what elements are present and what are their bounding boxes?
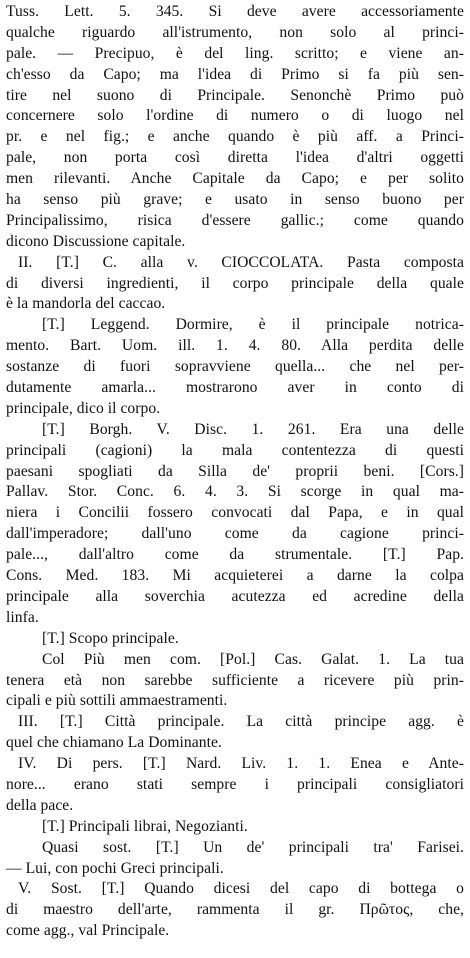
- text-line: di diversi ingredienti, il corpo principale della quale: [6, 274, 464, 292]
- text-line: niera i Concilii fossero convocati dal Papa, e in qual: [6, 504, 464, 522]
- text-line: principale, dico il corpo.: [6, 399, 161, 417]
- text-line: pr. e nel fig.; e anche quando è più aff. a Princi-: [6, 128, 464, 146]
- dictionary-entry-column: [6, 2, 464, 942]
- text-line: paesani spogliati da Silla de' proprii beni. [Cors.]: [6, 462, 464, 480]
- text-line: dall'imperadore; dall'uno come da cagione princi-: [6, 525, 464, 543]
- text-line: tire nel suono di Principale. Senonchè Primo può: [6, 86, 464, 104]
- text-line: — Lui, con pochi Greci principali.: [6, 859, 224, 877]
- text-line: [T.] Scopo principale.: [42, 629, 179, 647]
- text-line: come agg., val Principale.: [6, 922, 170, 940]
- sense-heading-ii: II. [T.] C. alla v. CIOCCOLATA. Pasta composta: [18, 253, 464, 271]
- text-line: dicono Discussione capitale.: [6, 232, 186, 250]
- text-line: della pace.: [6, 796, 74, 814]
- text-line: nore... erano stati sempre i principali consigliatori: [6, 775, 464, 793]
- text-line: Quasi sost. [T.] Un de' principali tra' Farisei.: [42, 838, 464, 856]
- text-line: pale, non porta così diretta l'idea d'altri oggetti: [6, 149, 464, 167]
- text-line: sostanze di fuori sopravviene quella... che nel per-: [6, 358, 464, 376]
- text-line: men rilevanti. Anche Capitale da Capo; e per solito: [6, 170, 464, 188]
- sense-heading-v: V. Sost. [T.] Quando dicesi del capo di bottega o: [18, 880, 464, 898]
- sense-heading-iii: III. [T.] Città principale. La città principe agg. è: [18, 713, 464, 731]
- text-line: principale alla soverchia acutezza ed acredine della: [6, 587, 464, 605]
- text-line: cipali e più sottili ammaestramenti.: [6, 692, 228, 710]
- text-line: mento. Bart. Uom. ill. 1. 4. 80. Alla perdita delle: [6, 337, 464, 355]
- text-line: [T.] Leggend. Dormire, è il principale notrica-: [42, 316, 464, 334]
- text-line: [T.] Borgh. V. Disc. 1. 261. Era una delle: [42, 420, 464, 438]
- text-line: pale. — Precipuo, è del ling. scritto; e viene an-: [6, 44, 464, 62]
- text-line: Pallav. Stor. Conc. 6. 4. 3. Si scorge in qual ma-: [6, 483, 464, 501]
- text-line: tenera età non sarebbe sufficiente a ricevere più prin-: [6, 671, 464, 689]
- text-line: qualche riguardo all'istrumento, non solo al princi-: [6, 23, 464, 41]
- text-line: dutamente amarla... mostrarono aver in conto di: [6, 379, 464, 397]
- text-line: [T.] Principali librai, Negozianti.: [42, 817, 248, 835]
- text-line: di maestro dell'arte, rammenta il gr. Πρῶτος, che,: [6, 901, 464, 919]
- text-line: principali (cagioni) la mala contentezza di questi: [6, 441, 464, 459]
- text-line: pale..., dall'altro come da strumentale. [T.] Pap.: [6, 546, 464, 564]
- sense-heading-iv: IV. Di pers. [T.] Nard. Liv. 1. 1. Enea e Ante-: [18, 755, 464, 773]
- text-line: Tuss. Lett. 5. 345. Si deve avere accessoriamente: [6, 3, 464, 20]
- text-line: concernere solo l'ordine di numero o di luogo nel: [6, 107, 464, 125]
- text-line: ch'esso da Capo; ma l'idea di Primo si fa più sen-: [6, 65, 464, 83]
- text-line: quel che chiamano La Dominante.: [6, 734, 222, 752]
- text-line: è la mandorla del caccao.: [6, 295, 166, 313]
- text-line: Cons. Med. 183. Mi acquieterei a darne la colpa: [6, 567, 464, 585]
- text-line: Col Più men com. [Pol.] Cas. Galat. 1. La tua: [42, 650, 464, 668]
- text-line: ha senso più grave; e usato in senso buono per: [6, 191, 464, 209]
- text-line: Principalissimo, risica d'essere gallic.; come quando: [6, 211, 464, 229]
- text-line: linfa.: [6, 608, 39, 626]
